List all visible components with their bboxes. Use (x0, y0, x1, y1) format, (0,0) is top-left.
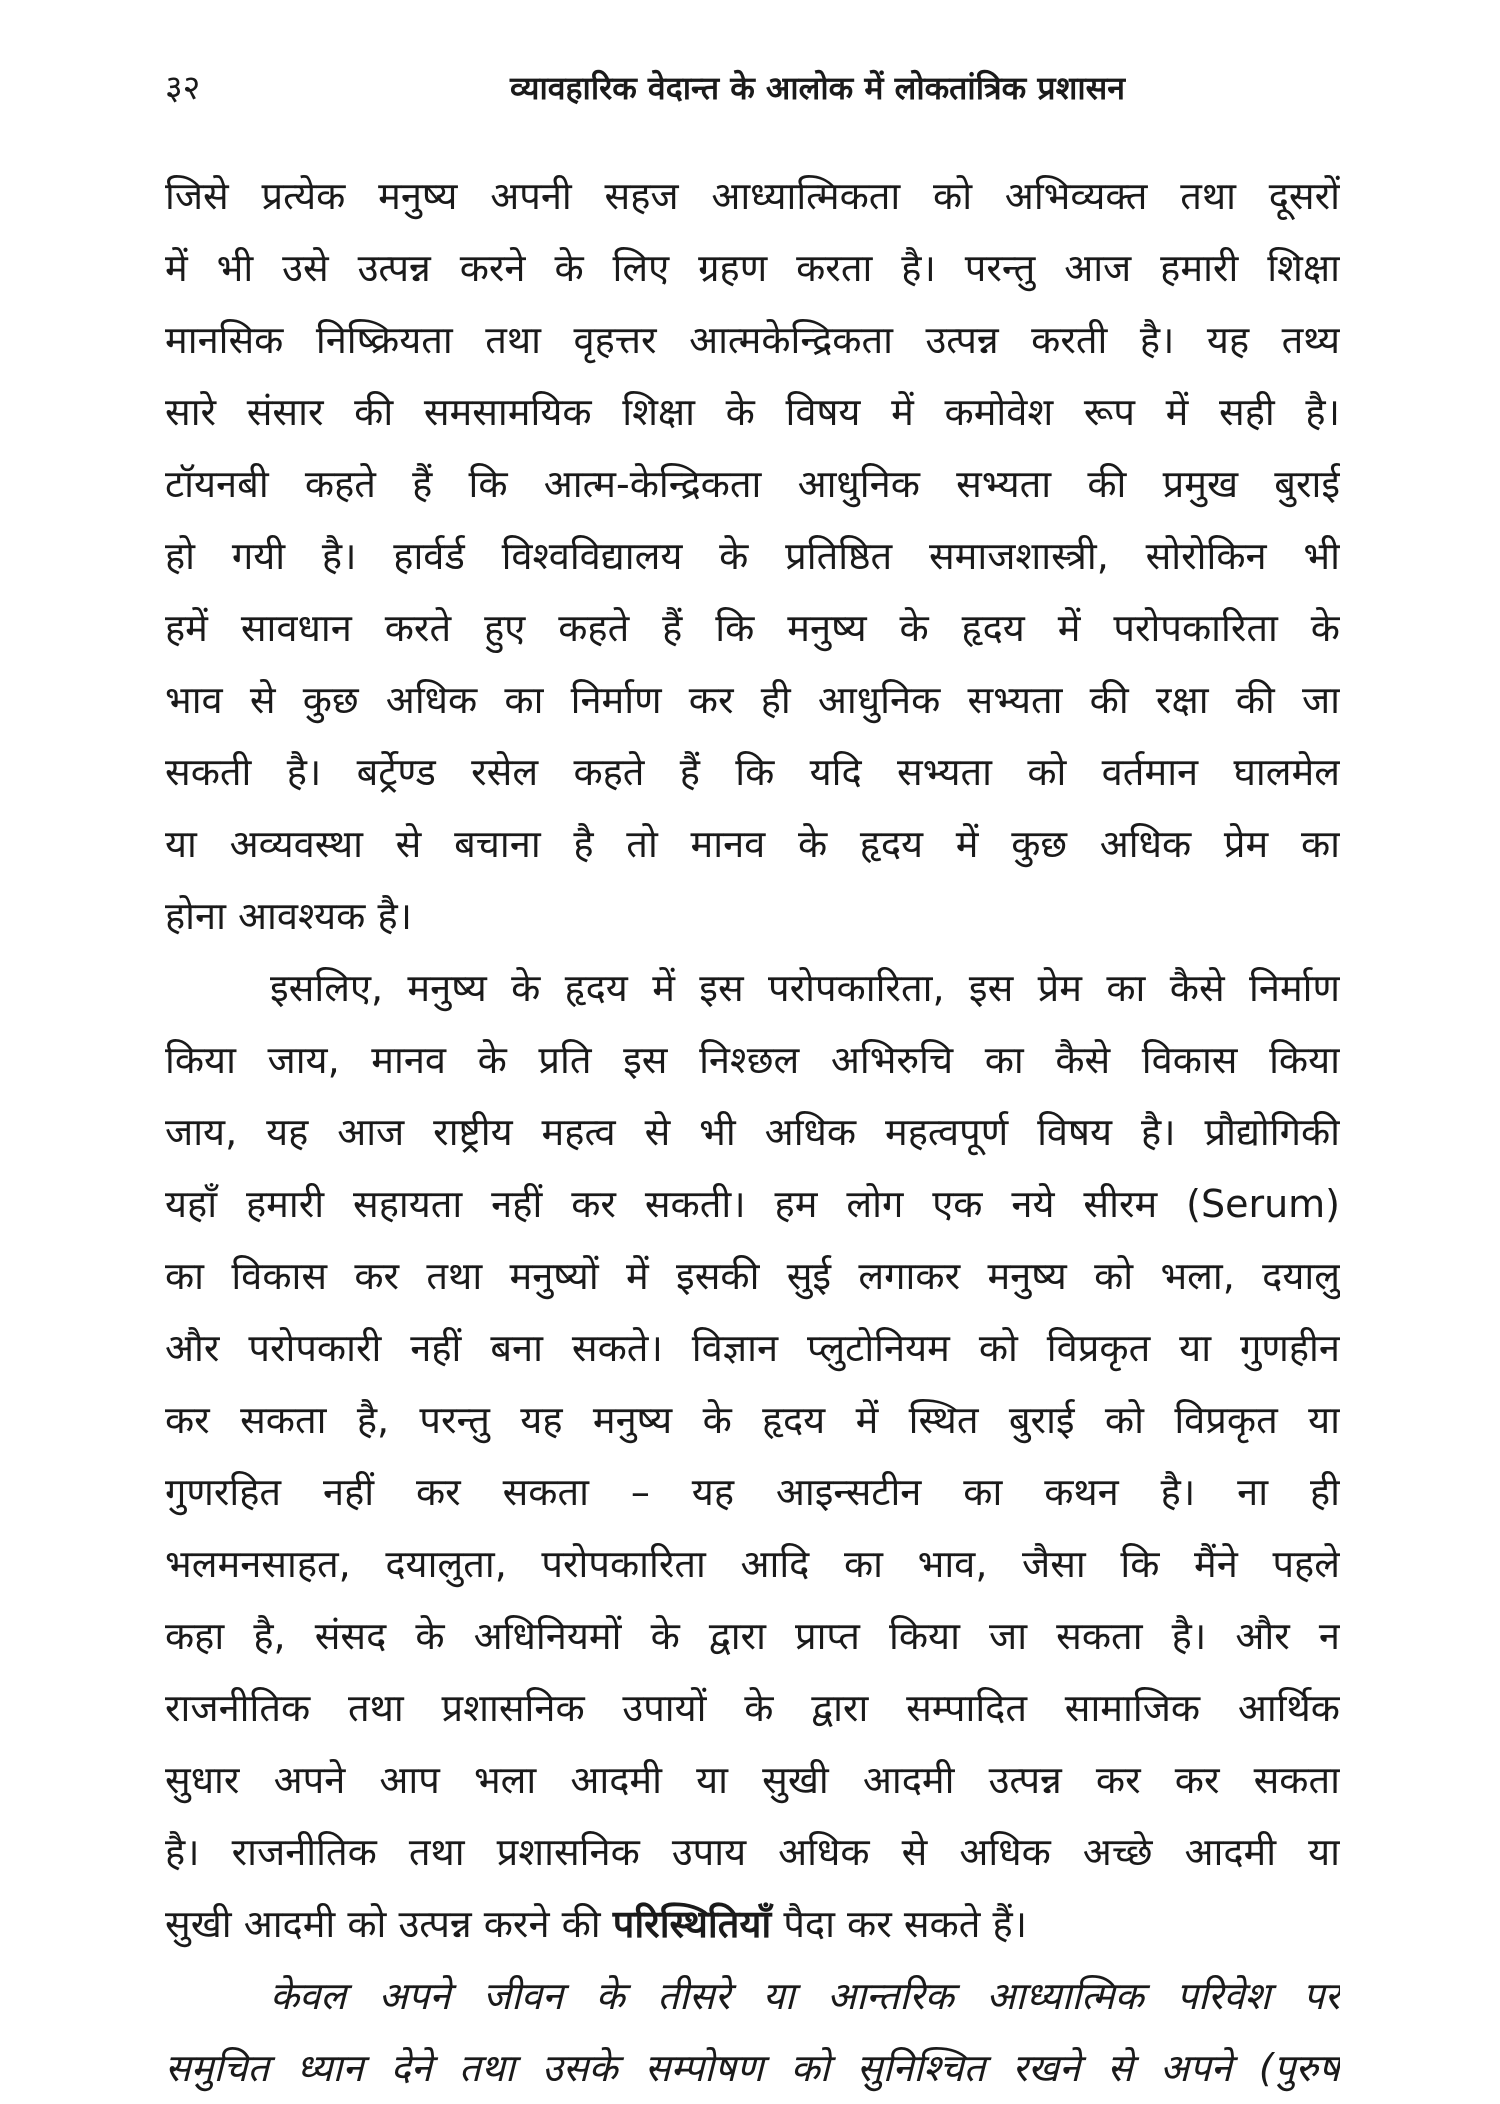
text-line: या अव्यवस्था से बचाना है तो मानव के हृदय में कुछ अधिक प्रेम का (165, 822, 1340, 866)
text-line: है। राजनीतिक तथा प्रशासनिक उपाय अधिक से अधिक अच्छे आदमी या (165, 1830, 1340, 1874)
running-title: व्यावहारिक वेदान्त के आलोक में लोकतांत्रिक प्रशासन (509, 69, 1126, 107)
text-span: पैदा कर सकते हैं। (783, 1902, 1028, 1946)
text-line: में भी उसे उत्पन्न करने के लिए ग्रहण करता है। परन्तु आज हमारी शिक्षा (165, 246, 1340, 290)
text-line: टॉयनबी कहते हैं कि आत्म-केन्द्रिकता आधुनिक सभ्यता की प्रमुख बुराई (165, 462, 1340, 506)
text-line-with-emphasis (165, 1888, 1340, 1960)
text-span: सुखी आदमी को उत्पन्न करने की (165, 1902, 601, 1946)
text-line: सारे संसार की समसामयिक शिक्षा के विषय में कमोवेश रूप में सही है। (165, 390, 1340, 434)
text-line: केवल अपने जीवन के तीसरे या आन्तरिक आध्यात्मिक परिवेश पर (270, 1974, 1340, 2018)
text-line: भलमनसाहत, दयालुता, परोपकारिता आदि का भाव, जैसा कि मैंने पहले (165, 1542, 1340, 1586)
text-line: हमें सावधान करते हुए कहते हैं कि मनुष्य के हृदय में परोपकारिता के (165, 606, 1340, 650)
text-line: कर सकता है, परन्तु यह मनुष्य के हृदय में स्थित बुराई को विप्रकृत या (165, 1398, 1340, 1442)
text-line: भाव से कुछ अधिक का निर्माण कर ही आधुनिक सभ्यता की रक्षा की जा (165, 678, 1340, 722)
text-line: जिसे प्रत्येक मनुष्य अपनी सहज आध्यात्मिकता को अभिव्यक्त तथा दूसरों (165, 174, 1340, 218)
text-line: यहाँ हमारी सहायता नहीं कर सकती। हम लोग एक नये सीरम (Serum) (165, 1182, 1340, 1226)
text-line: का विकास कर तथा मनुष्यों में इसकी सुई लगाकर मनुष्य को भला, दयालु (165, 1254, 1340, 1298)
text-line: कहा है, संसद के अधिनियमों के द्वारा प्राप्त किया जा सकता है। और न (165, 1614, 1340, 1658)
emphasized-word: परिस्थितियाँ (612, 1902, 772, 1946)
text-line: राजनीतिक तथा प्रशासनिक उपायों के द्वारा सम्पादित सामाजिक आर्थिक (165, 1686, 1340, 1730)
text-line: और परोपकारी नहीं बना सकते। विज्ञान प्लुटोनियम को विप्रकृत या गुणहीन (165, 1326, 1340, 1370)
text-line: हो गयी है। हार्वर्ड विश्वविद्यालय के प्रतिष्ठित समाजशास्त्री, सोरोकिन भी (165, 534, 1340, 578)
paragraph-2 (165, 952, 1340, 1960)
text-line: मानसिक निष्क्रियता तथा वृहत्तर आत्मकेन्द्रिकता उत्पन्न करती है। यह तथ्य (165, 318, 1340, 362)
text-line: इसलिए, मनुष्य के हृदय में इस परोपकारिता, इस प्रेम का कैसे निर्माण (270, 966, 1340, 1010)
text-line: समुचित ध्यान देने तथा उसके सम्पोषण को सुनिश्चित रखने से अपने (पुरुष (165, 2046, 1340, 2090)
page-header (165, 58, 1340, 118)
text-line: किया जाय, मानव के प्रति इस निश्छल अभिरुचि का कैसे विकास किया (165, 1038, 1340, 1082)
text-line: सुधार अपने आप भला आदमी या सुखी आदमी उत्पन्न कर कर सकता (165, 1758, 1340, 1802)
body-text (165, 160, 1340, 2104)
text-line: जाय, यह आज राष्ट्रीय महत्व से भी अधिक महत्वपूर्ण विषय है। प्रौद्योगिकी (165, 1110, 1340, 1154)
text-line: होना आवश्यक है। (165, 894, 413, 938)
text-line: गुणरहित नहीं कर सकता – यह आइन्सटीन का कथन है। ना ही (165, 1470, 1340, 1514)
page-number: ३२ (165, 68, 201, 108)
paragraph-1 (165, 160, 1340, 952)
paragraph-3 (165, 1960, 1340, 2104)
text-line: सकती है। बर्ट्रेण्ड रसेल कहते हैं कि यदि सभ्यता को वर्तमान घालमेल (165, 750, 1340, 794)
